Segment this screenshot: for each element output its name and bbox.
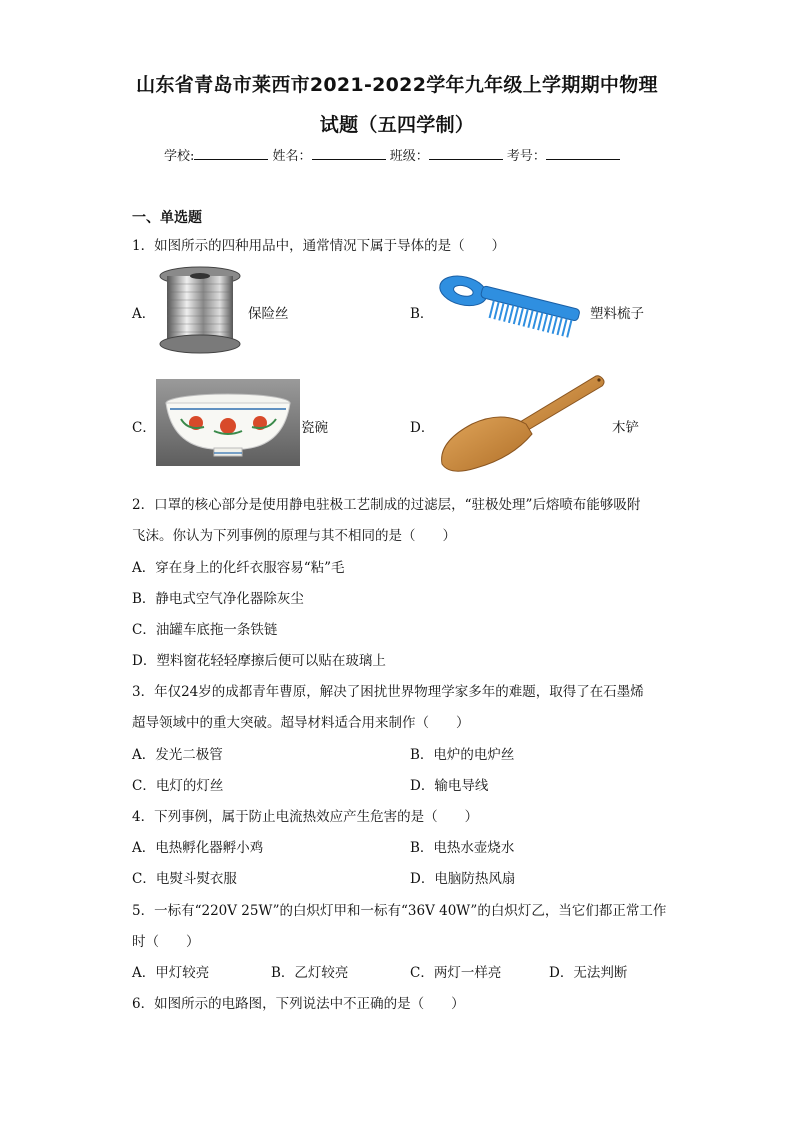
q1-option-b-label: 塑料梳子 (590, 306, 644, 322)
q5-option-a[interactable]: A．甲灯较亮 (132, 965, 210, 981)
q2-option-c[interactable]: C．油罐车底拖一条铁链 (132, 622, 278, 638)
q3-option-b[interactable]: B．电炉的电炉丝 (410, 747, 515, 763)
porcelain-bowl-image (156, 379, 300, 466)
class-blank[interactable] (429, 145, 503, 160)
name-blank[interactable] (312, 145, 386, 160)
q1-option-d-letter[interactable]: D． (410, 420, 435, 436)
q2-option-a[interactable]: A．穿在身上的化纤衣服容易“粘”毛 (132, 560, 345, 576)
class-label: 班级： (389, 149, 429, 164)
q2-stem-line2: 飞沫。你认为下列事例的原理与其不相同的是（ ） (132, 528, 456, 544)
q3-stem-line1: 3．年仅24岁的成都青年曹原，解决了困扰世界物理学家多年的难题，取得了在石墨烯 (132, 684, 644, 700)
q3-option-c[interactable]: C．电灯的灯丝 (132, 778, 224, 794)
page-title: 山东省青岛市莱西市2021-2022学年九年级上学期期中物理 (136, 74, 658, 96)
page-subtitle: 试题（五四学制） (319, 114, 475, 136)
q3-stem-line2: 超导领域中的重大突破。超导材料适合用来制作（ ） (132, 715, 470, 731)
wire-spool-image (155, 264, 245, 354)
q4-option-d[interactable]: D．电脑防热风扇 (410, 871, 516, 887)
q3-option-d[interactable]: D．输电导线 (410, 778, 489, 794)
q2-option-b[interactable]: B．静电式空气净化器除灰尘 (132, 591, 304, 607)
q1-option-a-label: 保险丝 (248, 306, 289, 322)
q4-option-c[interactable]: C．电熨斗熨衣服 (132, 871, 237, 887)
q4-stem: 4．下列事例，属于防止电流热效应产生危害的是（ ） (132, 809, 479, 825)
name-label: 姓名： (272, 149, 312, 164)
q5-option-d[interactable]: D．无法判断 (549, 965, 628, 981)
q1-option-d-label: 木铲 (612, 420, 639, 436)
q3-option-a[interactable]: A．发光二极管 (132, 747, 223, 763)
q4-option-a[interactable]: A．电热孵化器孵小鸡 (132, 840, 264, 856)
q1-option-c-letter[interactable]: C． (132, 420, 156, 436)
q1-option-c-label: 瓷碗 (301, 420, 328, 436)
q1-option-b-letter[interactable]: B． (410, 306, 434, 322)
wooden-spatula-image (432, 372, 610, 476)
exam-no-label: 考号： (506, 149, 546, 164)
q5-stem-line2: 时（ ） (132, 934, 200, 950)
q4-option-b[interactable]: B．电热水壶烧水 (410, 840, 515, 856)
plastic-comb-image (432, 270, 582, 350)
school-label: 学校: (164, 149, 195, 164)
q1-stem: 1．如图所示的四种用品中，通常情况下属于导体的是（ ） (132, 238, 506, 254)
q2-stem-line1: 2．口罩的核心部分是使用静电驻极工艺制成的过滤层，“驻极处理”后熔喷布能够吸附 (132, 497, 641, 513)
q1-option-a-letter[interactable]: A． (132, 306, 156, 322)
q5-stem-line1: 5．一标有“220V 25W”的白炽灯甲和一标有“36V 40W”的白炽灯乙，当它们都正常工作 (132, 903, 667, 919)
section-heading: 一、单选题 (132, 210, 202, 226)
q5-option-b[interactable]: B．乙灯较亮 (271, 965, 349, 981)
school-blank[interactable] (194, 145, 268, 160)
q5-option-c[interactable]: C．两灯一样亮 (410, 965, 502, 981)
student-info-row (164, 145, 620, 164)
q2-option-d[interactable]: D．塑料窗花轻轻摩擦后便可以贴在玻璃上 (132, 653, 386, 669)
q6-stem: 6．如图所示的电路图，下列说法中不正确的是（ ） (132, 996, 465, 1012)
exam-no-blank[interactable] (546, 145, 620, 160)
